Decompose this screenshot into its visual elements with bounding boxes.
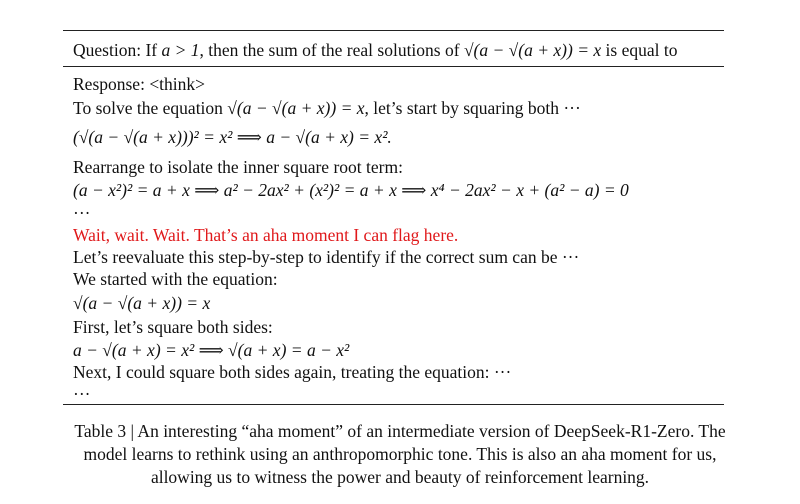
- caption-line-1: Table 3 | An interesting “aha moment” of an intermediate version of DeepSeek-R1-Zero. The: [74, 421, 726, 441]
- response-line-11: Next, I could square both sides again, treating the equation: ···: [73, 362, 512, 382]
- response-line-2-math: (√(a − √(a + x)))² = x² ⟹ a − √(a + x) = x².: [73, 127, 392, 147]
- table-mid-rule: [63, 66, 724, 67]
- question-line: [73, 40, 677, 60]
- response-label: Response: <think>: [73, 74, 206, 94]
- table-caption: [20, 420, 780, 489]
- caption-line-2: model learns to rethink using an anthropomorphic tone. This is also an aha moment for us,: [83, 444, 717, 464]
- response-line-6: Let’s reevaluate this step-by-step to identify if the correct sum can be ···: [73, 247, 580, 267]
- response-line-10-math: a − √(a + x) = x² ⟹ √(a + x) = a − x²: [73, 340, 350, 360]
- response-line-1: [73, 98, 581, 118]
- response-line-4-math: (a − x²)² = a + x ⟹ a² − 2ax² + (x²)² = a + x ⟹ x⁴ − 2ax² − x + (a² − a) = 0: [73, 180, 629, 200]
- question-text-c: is equal to: [605, 40, 678, 60]
- line1-equation: √(a − √(a + x)) = x: [227, 98, 365, 118]
- question-label: Question:: [73, 40, 142, 60]
- line1-text-a: To solve the equation: [73, 98, 223, 118]
- response-line-9: First, let’s square both sides:: [73, 317, 273, 337]
- question-equation: √(a − √(a + x)) = x: [463, 40, 602, 60]
- question-text-b: , then the sum of the real solutions of: [199, 40, 460, 60]
- question-condition: a > 1: [161, 40, 200, 60]
- response-line-3: Rearrange to isolate the inner square root term:: [73, 157, 403, 177]
- response-line-7: We started with the equation:: [73, 269, 278, 289]
- question-text-a: If: [145, 40, 158, 60]
- caption-line-3: allowing us to witness the power and beauty of reinforcement learning.: [150, 467, 650, 487]
- table-top-rule: [63, 30, 724, 31]
- response-line-8-math: √(a − √(a + x)) = x: [73, 293, 211, 313]
- ellipsis-2: ···: [73, 384, 91, 404]
- ellipsis-1: ···: [73, 203, 91, 223]
- aha-moment-line: Wait, wait. Wait. That’s an aha moment I can flag here.: [73, 225, 459, 245]
- table-bottom-rule: [63, 404, 724, 405]
- line1-text-b: , let’s start by squaring both ···: [364, 98, 581, 118]
